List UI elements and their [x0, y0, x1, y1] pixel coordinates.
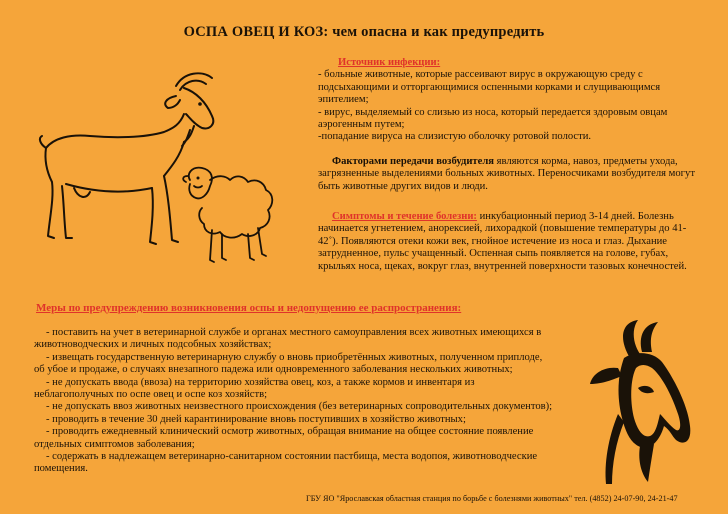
page-title — [0, 24, 728, 41]
measure-item: - содержать в надлежащем ветеринарно-санитарном состоянии пастбища, места водопоя, животноводческие помещения. — [34, 451, 538, 475]
measure-item: - поставить на учет в ветеринарной службе и органах местного самоуправления всех животных имеющихся в животноводческих и личных подсобных хозяйствах; — [34, 327, 542, 351]
measure-item: - извещать государственную ветеринарную службу о вновь приобретённых животных, полученном приплоде, об убое и продаже, о случаях внезапного падежа или одновременного заболевания нескольких животных; — [34, 351, 543, 376]
footer-contact: ГБУ ЯО "Ярославская областная станция по борьбе с болезнями животных" тел. (4852) 24-07-90, 24-21-47 — [306, 494, 678, 503]
symptoms-heading: Симптомы и течение болезни: — [332, 211, 477, 222]
infection-source-heading: Источник инфекции: — [338, 57, 441, 68]
infection-source-line-2: - вирус, выделяемый со слизью из носа, который передается здоровым овцам аэрогенным путем; — [318, 106, 668, 131]
infection-source-section — [318, 57, 698, 144]
symptoms-text: инкубационный период 3-14 дней. Болезнь начинается угнетением, анорексией, лихорадкой (повышение температуры до 41-42˚). Появляются отеки кожи век, гнойное истечение из носа и глаз. Дыхание затрудненное, пульс учащенный. Оспенная сыпь появляется на голове, губах, крыльях носа, щеках, вокруг глаз, внутренней поверхности тазовых конечностей. — [318, 211, 687, 272]
measures-heading: Меры по предупреждению возникновения оспы и недопущению ее распространения: — [36, 302, 462, 314]
symptoms-section — [318, 211, 698, 273]
title-main: ОСПА ОВЕЦ И КОЗ: — [183, 24, 329, 40]
transmission-factors-section — [318, 156, 698, 193]
goat-head-illustration — [578, 318, 708, 488]
measure-item: - не допускать ввода (ввоза) на территорию хозяйства овец, коз, а также кормов и инвентаря из неблагополучных по оспе овец и оспе коз хозяйств; — [34, 376, 475, 401]
transmission-factors-text: являются корма, навоз, предметы ухода, загрязненные выделениями больных животных. Переносчиками возбудителя могут быть животные других видов и люди. — [318, 156, 695, 192]
measure-item: - проводить в течение 30 дней карантинирование вновь поступивших в хозяйство животных; — [46, 413, 466, 425]
measures-list — [34, 327, 554, 476]
title-sub: чем опасна и как предупредить — [332, 24, 545, 40]
measure-item: - проводить ежедневный клинический осмотр животных, обращая внимание на общее состояние появление отдельных симптомов заболевания; — [34, 426, 534, 450]
infection-source-line-3: -попадание вируса на слизистую оболочку ротовой полости. — [318, 131, 592, 143]
infection-source-line-1: - больные животные, которые рассеивают вирус в окружающую среду с подсыхающими и отторгающимися оспенными корками и слущивающимся эпителием; — [318, 69, 661, 106]
sheep-illustration — [182, 164, 282, 274]
measure-item: - не допускать ввоз животных неизвестного происхождения (без ветеринарных сопроводительных документов); — [46, 401, 553, 413]
transmission-factors-lead: Факторами передачи возбудителя — [332, 156, 495, 167]
